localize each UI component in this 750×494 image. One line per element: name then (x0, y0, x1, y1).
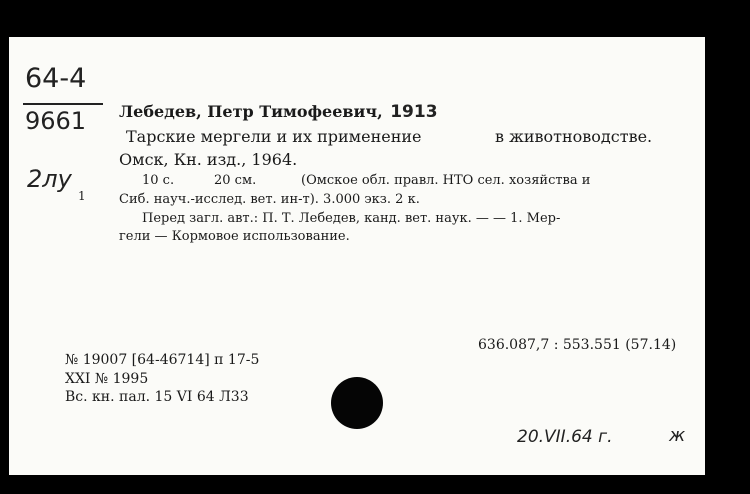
handwritten-date: 20.VII.64 г. (517, 427, 613, 447)
classification-index: 636.087,7 : 553.551 (57.14) (478, 337, 677, 353)
size: 20 см. (214, 173, 257, 188)
handwritten-year: 1913 (390, 102, 438, 122)
handwritten-initial: ж (669, 425, 686, 446)
note-line-2: гели — Кормовое использование. (119, 229, 350, 244)
series-continuation: Сиб. науч.-исслед. вет. ин-т). 3.000 экз. 2 к. (119, 192, 420, 207)
side-digit: 1 (78, 189, 86, 203)
author-heading: Лебедев, Петр Тимофеевич, 1913 (119, 102, 438, 122)
control-line-3: Вс. кн. пал. 15 VI 64 Л33 (65, 389, 249, 405)
handwritten-call-number-bottom: 9661 (25, 107, 87, 135)
catalog-card (9, 37, 705, 475)
handwritten-call-number-top: 64-4 (25, 63, 87, 94)
series-statement: (Омское обл. правл. НТО сел. хозяйства и (301, 173, 591, 188)
imprint: Омск, Кн. изд., 1964. (119, 150, 298, 169)
handwritten-side-mark: 2лу (27, 165, 72, 193)
title-part-1: Тарские мергели и их применение (126, 127, 422, 146)
control-line-2: XXI № 1995 (65, 371, 149, 387)
control-line-1: № 19007 [64-46714] п 17-5 (65, 352, 260, 368)
call-number-divider (23, 103, 103, 105)
pages: 10 с. (142, 173, 175, 188)
title-part-2: в животноводстве. (495, 127, 653, 146)
note-line-1: Перед загл. авт.: П. Т. Лебедев, канд. вет. наук. — — 1. Мер- (142, 211, 561, 226)
punch-hole (331, 377, 383, 429)
